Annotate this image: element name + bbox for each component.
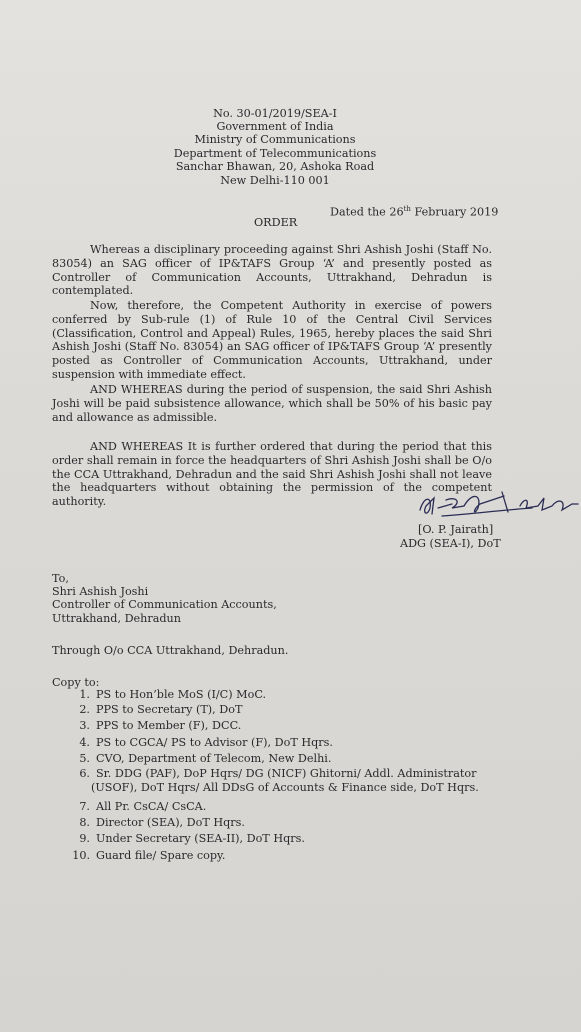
copy-to-label: Copy to:	[52, 676, 100, 689]
copy-item: 3. PPS to Member (F), DCC.	[79, 719, 242, 732]
copy-item: 10. Guard file/ Spare copy.	[72, 849, 226, 862]
addressee-designation: Controller of Communication Accounts,	[52, 598, 277, 611]
order-heading: ORDER	[254, 216, 298, 229]
through-line: Through O/o CCA Uttrakhand, Dehradun.	[52, 644, 289, 657]
copy-item-continuation: (USOF), DoT Hqrs/ All DDsG of Accounts & Finance side, DoT Hqrs.	[91, 781, 479, 794]
department-line: Department of Telecommunications	[173, 147, 377, 160]
addressee-name: Shri Ashish Joshi	[52, 585, 149, 598]
copy-item: 2. PPS to Secretary (T), DoT	[79, 703, 243, 716]
copy-item: 6. Sr. DDG (PAF), DoP Hqrs/ DG (NICF) Ghitorni/ Addl. Administrator	[79, 767, 477, 780]
signatory-designation: ADG (SEA-I), DoT	[400, 537, 501, 550]
paragraph-2: Now, therefore, the Competent Authority in exercise of powers conferred by Sub-rule (1) of Rule 10 of the Central Civil Services (Classification, Control and Appeal) Rules, 1965, hereby places the said Shri Ashish Joshi (Staff No. 83054) an SAG officer of IP&TAFS Group ‘A’ presently posted as Controller of Communication Accounts, Uttrakhand, under suspension with immediate effect.	[52, 299, 492, 381]
handwritten-signature	[412, 490, 581, 526]
copy-item: 9. Under Secretary (SEA-II), DoT Hqrs.	[79, 832, 305, 845]
copy-item: 1. PS to Hon’ble MoS (I/C) MoC.	[79, 688, 267, 701]
paragraph-3: AND WHEREAS during the period of suspension, the said Shri Ashish Joshi will be paid subsistence allowance, which shall be 50% of his basic pay and allowance as admissible.	[52, 383, 492, 424]
to-label: To,	[52, 572, 69, 585]
addressee-location: Uttrakhand, Dehradun	[52, 612, 181, 625]
ministry-line: Ministry of Communications	[194, 133, 356, 146]
address-line-1: Sanchar Bhawan, 20, Ashoka Road	[175, 160, 375, 173]
address-line-2: New Delhi-110 001	[220, 174, 330, 187]
copy-item: 4. PS to CGCA/ PS to Advisor (F), DoT Hqrs.	[79, 736, 333, 749]
paragraph-4: AND WHEREAS It is further ordered that during the period that this order shall remain in force the headquarters of Shri Ashish Joshi shall be O/o the CCA Uttrakhand, Dehradun and the said Shri Ashish Joshi shall not leave the headquarters without obtaining the permission of the competent authority.	[52, 440, 492, 509]
file-number: No. 30-01/2019/SEA-I	[213, 107, 337, 120]
copy-item: 7. All Pr. CsCA/ CsCA.	[79, 800, 207, 813]
copy-item: 8. Director (SEA), DoT Hqrs.	[79, 816, 245, 829]
government-line: Government of India	[216, 120, 334, 133]
signature-scribble	[412, 490, 581, 526]
signatory-name: [O. P. Jairath]	[418, 523, 494, 536]
paragraph-1: Whereas a disciplinary proceeding against Shri Ashish Joshi (Staff No. 83054) an SAG officer of IP&TAFS Group ‘A’ and presently posted as Controller of Communication Accounts, Uttrakhand, Dehradun is contemplated.	[52, 243, 492, 298]
copy-item: 5. CVO, Department of Telecom, New Delhi.	[79, 752, 332, 765]
order-date: Dated the 26th February 2019	[330, 205, 499, 219]
